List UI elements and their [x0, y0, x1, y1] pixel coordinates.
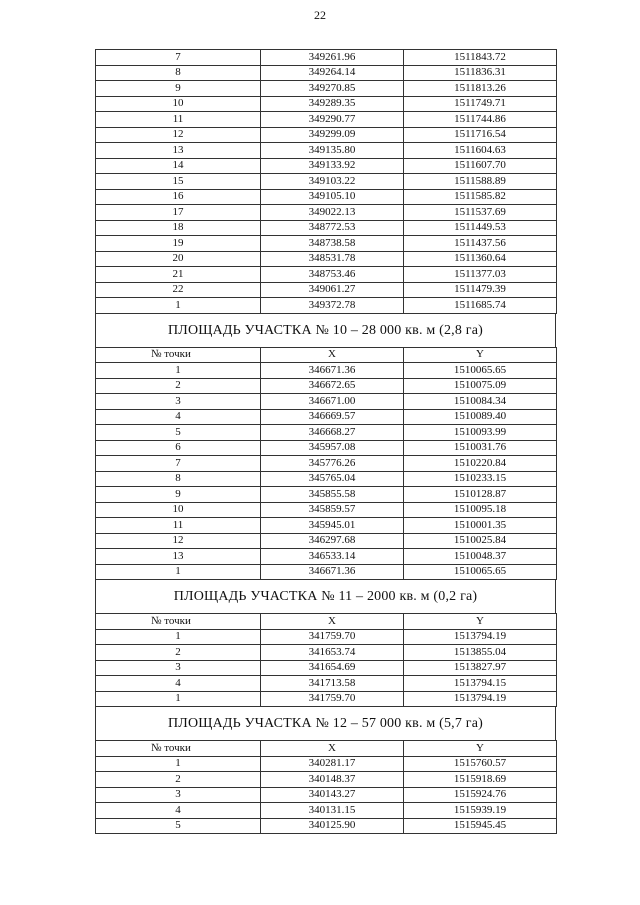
table-row — [96, 298, 557, 314]
column-header-y: Y — [404, 347, 557, 363]
y-coordinate-cell: 1511744.86 — [404, 112, 557, 128]
point-number-cell: 10 — [96, 502, 261, 518]
y-coordinate-cell: 1515924.76 — [404, 787, 557, 803]
x-coordinate-cell: 341654.69 — [261, 660, 404, 676]
y-coordinate-cell: 1511843.72 — [404, 50, 557, 66]
x-coordinate-cell: 345859.57 — [261, 502, 404, 518]
table-row — [96, 803, 557, 819]
x-coordinate-cell: 349372.78 — [261, 298, 404, 314]
y-coordinate-cell: 1515945.45 — [404, 818, 557, 834]
x-coordinate-cell: 345765.04 — [261, 471, 404, 487]
table-row — [96, 251, 557, 267]
table-row — [96, 267, 557, 283]
table-row — [96, 818, 557, 834]
table-row — [96, 533, 557, 549]
point-number-cell: 11 — [96, 112, 261, 128]
table-row — [96, 471, 557, 487]
point-number-cell: 13 — [96, 143, 261, 159]
point-number-cell: 8 — [96, 471, 261, 487]
table-section — [95, 49, 556, 314]
y-coordinate-cell: 1511585.82 — [404, 189, 557, 205]
x-coordinate-cell: 340131.15 — [261, 803, 404, 819]
x-coordinate-cell: 340148.37 — [261, 772, 404, 788]
x-coordinate-cell: 346668.27 — [261, 425, 404, 441]
section-title: ПЛОЩАДЬ УЧАСТКА № 12 – 57 000 кв. м (5,7 га) — [95, 707, 556, 740]
table-row — [96, 96, 557, 112]
table-row — [96, 440, 557, 456]
point-number-cell: 13 — [96, 549, 261, 565]
table-header-row — [96, 741, 557, 757]
table-row — [96, 456, 557, 472]
y-coordinate-cell: 1511813.26 — [404, 81, 557, 97]
table-row — [96, 645, 557, 661]
coordinates-table — [95, 347, 557, 581]
point-number-cell: 19 — [96, 236, 261, 252]
point-number-cell: 2 — [96, 378, 261, 394]
point-number-cell: 9 — [96, 487, 261, 503]
table-section — [95, 580, 556, 707]
table-row — [96, 158, 557, 174]
y-coordinate-cell: 1511537.69 — [404, 205, 557, 221]
table-row — [96, 220, 557, 236]
y-coordinate-cell: 1510089.40 — [404, 409, 557, 425]
coordinates-document — [95, 49, 556, 834]
table-row — [96, 425, 557, 441]
x-coordinate-cell: 340143.27 — [261, 787, 404, 803]
table-row — [96, 691, 557, 707]
point-number-cell: 4 — [96, 676, 261, 692]
column-header-point: № точки — [96, 614, 261, 630]
point-number-cell: 18 — [96, 220, 261, 236]
section-title: ПЛОЩАДЬ УЧАСТКА № 10 – 28 000 кв. м (2,8 га) — [95, 314, 556, 347]
point-number-cell: 22 — [96, 282, 261, 298]
table-row — [96, 394, 557, 410]
y-coordinate-cell: 1513794.15 — [404, 676, 557, 692]
table-row — [96, 65, 557, 81]
y-coordinate-cell: 1513794.19 — [404, 629, 557, 645]
x-coordinate-cell: 349261.96 — [261, 50, 404, 66]
x-coordinate-cell: 346297.68 — [261, 533, 404, 549]
y-coordinate-cell: 1513827.97 — [404, 660, 557, 676]
y-coordinate-cell: 1515760.57 — [404, 756, 557, 772]
page-number: 22 — [314, 8, 326, 22]
y-coordinate-cell: 1511607.70 — [404, 158, 557, 174]
point-number-cell: 1 — [96, 691, 261, 707]
x-coordinate-cell: 346671.00 — [261, 394, 404, 410]
point-number-cell: 7 — [96, 50, 261, 66]
x-coordinate-cell: 340125.90 — [261, 818, 404, 834]
point-number-cell: 12 — [96, 127, 261, 143]
point-number-cell: 20 — [96, 251, 261, 267]
x-coordinate-cell: 345957.08 — [261, 440, 404, 456]
point-number-cell: 2 — [96, 772, 261, 788]
table-header-row — [96, 347, 557, 363]
table-row — [96, 378, 557, 394]
point-number-cell: 8 — [96, 65, 261, 81]
y-coordinate-cell: 1511749.71 — [404, 96, 557, 112]
y-coordinate-cell: 1510075.09 — [404, 378, 557, 394]
table-row — [96, 629, 557, 645]
x-coordinate-cell: 348738.58 — [261, 236, 404, 252]
table-header-row — [96, 614, 557, 630]
x-coordinate-cell: 348753.46 — [261, 267, 404, 283]
x-coordinate-cell: 345776.26 — [261, 456, 404, 472]
x-coordinate-cell: 349289.35 — [261, 96, 404, 112]
table-row — [96, 127, 557, 143]
y-coordinate-cell: 1510095.18 — [404, 502, 557, 518]
x-coordinate-cell: 346671.36 — [261, 564, 404, 580]
y-coordinate-cell: 1511685.74 — [404, 298, 557, 314]
point-number-cell: 3 — [96, 394, 261, 410]
table-row — [96, 502, 557, 518]
x-coordinate-cell: 341713.58 — [261, 676, 404, 692]
x-coordinate-cell: 349264.14 — [261, 65, 404, 81]
y-coordinate-cell: 1511604.63 — [404, 143, 557, 159]
coordinates-table — [95, 740, 557, 834]
table-row — [96, 660, 557, 676]
y-coordinate-cell: 1511479.39 — [404, 282, 557, 298]
point-number-cell: 9 — [96, 81, 261, 97]
y-coordinate-cell: 1510031.76 — [404, 440, 557, 456]
x-coordinate-cell: 345855.58 — [261, 487, 404, 503]
table-row — [96, 50, 557, 66]
table-row — [96, 189, 557, 205]
y-coordinate-cell: 1511437.56 — [404, 236, 557, 252]
y-coordinate-cell: 1510093.99 — [404, 425, 557, 441]
x-coordinate-cell: 340281.17 — [261, 756, 404, 772]
y-coordinate-cell: 1511836.31 — [404, 65, 557, 81]
table-row — [96, 282, 557, 298]
point-number-cell: 4 — [96, 409, 261, 425]
point-number-cell: 6 — [96, 440, 261, 456]
point-number-cell: 10 — [96, 96, 261, 112]
point-number-cell: 12 — [96, 533, 261, 549]
table-section — [95, 314, 556, 581]
point-number-cell: 21 — [96, 267, 261, 283]
point-number-cell: 3 — [96, 660, 261, 676]
x-coordinate-cell: 349105.10 — [261, 189, 404, 205]
point-number-cell: 7 — [96, 456, 261, 472]
column-header-y: Y — [404, 614, 557, 630]
point-number-cell: 1 — [96, 363, 261, 379]
x-coordinate-cell: 341759.70 — [261, 691, 404, 707]
y-coordinate-cell: 1510220.84 — [404, 456, 557, 472]
x-coordinate-cell: 349061.27 — [261, 282, 404, 298]
point-number-cell: 17 — [96, 205, 261, 221]
table-row — [96, 772, 557, 788]
column-header-x: X — [261, 614, 404, 630]
point-number-cell: 16 — [96, 189, 261, 205]
x-coordinate-cell: 346533.14 — [261, 549, 404, 565]
table-row — [96, 363, 557, 379]
x-coordinate-cell: 349022.13 — [261, 205, 404, 221]
point-number-cell: 3 — [96, 787, 261, 803]
table-row — [96, 676, 557, 692]
x-coordinate-cell: 349103.22 — [261, 174, 404, 190]
coordinates-table — [95, 49, 557, 314]
y-coordinate-cell: 1510233.15 — [404, 471, 557, 487]
column-header-point: № точки — [96, 741, 261, 757]
column-header-x: X — [261, 741, 404, 757]
y-coordinate-cell: 1510065.65 — [404, 363, 557, 379]
table-row — [96, 143, 557, 159]
table-row — [96, 518, 557, 534]
column-header-point: № точки — [96, 347, 261, 363]
y-coordinate-cell: 1511588.89 — [404, 174, 557, 190]
table-row — [96, 409, 557, 425]
y-coordinate-cell: 1510025.84 — [404, 533, 557, 549]
y-coordinate-cell: 1511449.53 — [404, 220, 557, 236]
x-coordinate-cell: 345945.01 — [261, 518, 404, 534]
column-header-y: Y — [404, 741, 557, 757]
y-coordinate-cell: 1510084.34 — [404, 394, 557, 410]
x-coordinate-cell: 349299.09 — [261, 127, 404, 143]
x-coordinate-cell: 346672.65 — [261, 378, 404, 394]
x-coordinate-cell: 349133.92 — [261, 158, 404, 174]
x-coordinate-cell: 349270.85 — [261, 81, 404, 97]
y-coordinate-cell: 1513855.04 — [404, 645, 557, 661]
point-number-cell: 5 — [96, 818, 261, 834]
x-coordinate-cell: 349135.80 — [261, 143, 404, 159]
point-number-cell: 1 — [96, 629, 261, 645]
point-number-cell: 14 — [96, 158, 261, 174]
column-header-x: X — [261, 347, 404, 363]
x-coordinate-cell: 346669.57 — [261, 409, 404, 425]
table-row — [96, 564, 557, 580]
y-coordinate-cell: 1510001.35 — [404, 518, 557, 534]
section-title: ПЛОЩАДЬ УЧАСТКА № 11 – 2000 кв. м (0,2 га) — [95, 580, 556, 613]
table-row — [96, 787, 557, 803]
coordinates-table — [95, 613, 557, 707]
table-row — [96, 549, 557, 565]
y-coordinate-cell: 1510065.65 — [404, 564, 557, 580]
point-number-cell: 1 — [96, 756, 261, 772]
point-number-cell: 5 — [96, 425, 261, 441]
x-coordinate-cell: 348531.78 — [261, 251, 404, 267]
y-coordinate-cell: 1515939.19 — [404, 803, 557, 819]
table-row — [96, 205, 557, 221]
table-row — [96, 81, 557, 97]
point-number-cell: 15 — [96, 174, 261, 190]
point-number-cell: 11 — [96, 518, 261, 534]
y-coordinate-cell: 1513794.19 — [404, 691, 557, 707]
point-number-cell: 1 — [96, 564, 261, 580]
table-row — [96, 487, 557, 503]
x-coordinate-cell: 341653.74 — [261, 645, 404, 661]
table-row — [96, 174, 557, 190]
y-coordinate-cell: 1511360.64 — [404, 251, 557, 267]
y-coordinate-cell: 1511716.54 — [404, 127, 557, 143]
x-coordinate-cell: 346671.36 — [261, 363, 404, 379]
y-coordinate-cell: 1510128.87 — [404, 487, 557, 503]
y-coordinate-cell: 1511377.03 — [404, 267, 557, 283]
table-section — [95, 707, 556, 834]
table-row — [96, 112, 557, 128]
x-coordinate-cell: 349290.77 — [261, 112, 404, 128]
y-coordinate-cell: 1515918.69 — [404, 772, 557, 788]
point-number-cell: 4 — [96, 803, 261, 819]
point-number-cell: 1 — [96, 298, 261, 314]
x-coordinate-cell: 341759.70 — [261, 629, 404, 645]
table-row — [96, 236, 557, 252]
y-coordinate-cell: 1510048.37 — [404, 549, 557, 565]
x-coordinate-cell: 348772.53 — [261, 220, 404, 236]
table-row — [96, 756, 557, 772]
point-number-cell: 2 — [96, 645, 261, 661]
